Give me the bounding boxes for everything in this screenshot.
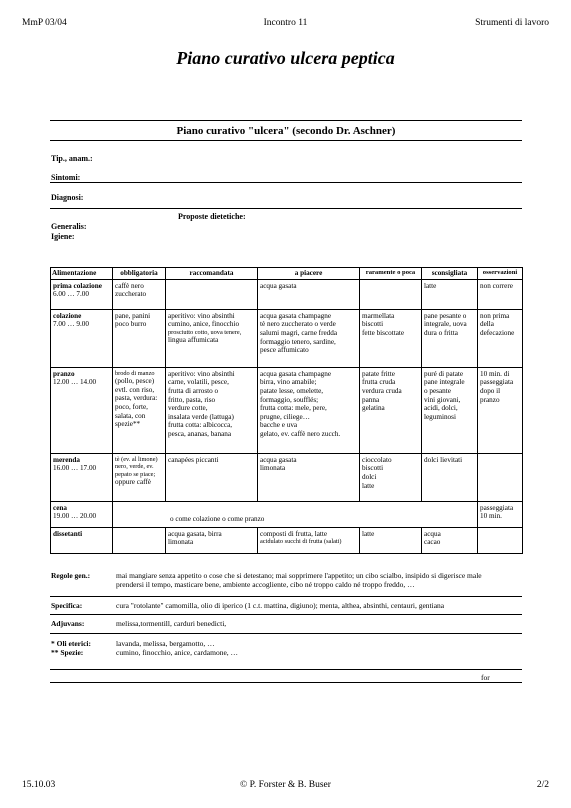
field-tip-anam: Tip., anam.:: [51, 154, 93, 163]
column-header: a piacere: [258, 268, 360, 280]
oli-line: lavanda, melissa, bergamotto, …: [116, 639, 215, 648]
cell-line: integrale, uova: [424, 320, 467, 329]
table-row: [51, 527, 523, 553]
cell-line: pane, panini: [115, 311, 151, 320]
cell-line: passeggiata: [480, 378, 514, 387]
field-igiene: Igiene:: [51, 232, 75, 241]
cell-line: (pollo, pesce): [115, 377, 155, 386]
cell-line: cioccolato: [362, 455, 392, 464]
cell-sconsigliata: [422, 279, 478, 309]
cell-line: frutta cruda: [362, 378, 396, 387]
cell-raramente: [360, 367, 422, 453]
cell-line: prugne, ciliege…: [260, 412, 310, 421]
cell-line: latte: [362, 529, 375, 538]
cell-piacere: [258, 453, 360, 501]
cell-line: acqua gasata champagne: [260, 369, 332, 378]
cell-line: marmellata: [362, 311, 395, 320]
meal-cell: [51, 367, 113, 453]
cell-raramente: [360, 309, 422, 367]
cell-line: poco burro: [115, 320, 147, 329]
cell-line: insalata verde (lattuga): [168, 412, 234, 421]
cell-line: canapées piccanti: [168, 455, 219, 464]
cell-osservazioni: [478, 453, 523, 501]
cell-piacere: [258, 309, 360, 367]
table-row: [51, 279, 523, 309]
cell-raramente: [360, 527, 422, 553]
cell-osservazioni: [478, 527, 523, 553]
meal-name: pranzo: [53, 369, 75, 378]
cell-line: dolci lievitati: [424, 455, 463, 464]
regole-text: [116, 571, 526, 590]
header-center: Incontro 11: [263, 18, 308, 28]
regole-label: Regole gen.:: [51, 571, 91, 580]
meal-cell: [51, 453, 113, 501]
cell-line: non correre: [480, 281, 513, 290]
cell-raccomandata: [166, 527, 258, 553]
oli-text: [116, 639, 526, 658]
cell-line: brodo di manzo: [115, 369, 155, 377]
table-header-row: [51, 268, 523, 280]
cell-line: limonata: [168, 538, 194, 547]
page-title: Piano curativo ulcera peptica: [176, 48, 395, 68]
cell-line: dolci: [362, 472, 377, 481]
cell-span: [113, 501, 478, 527]
cell-line: salata, con: [115, 411, 146, 420]
cell-obbligatoria: [113, 367, 166, 453]
cell-line: carne, volatili, pesce,: [168, 378, 229, 387]
cell-line: spezie**: [115, 420, 141, 429]
cell-line: tè (ev. al limone): [115, 455, 158, 463]
divider: [50, 633, 522, 634]
meal-cell: [51, 279, 113, 309]
cell-line: cumino, anice, finocchio: [168, 320, 240, 329]
cell-line: gelato, ev. caffè nero zucch.: [260, 430, 341, 439]
specifica-text: cura "rotolante" camomilla, olio di iperico (1 c.t. mattina, digiuno); menta, althea, absinthi, centauri, gentiana: [116, 601, 445, 610]
cell-line: o come colazione o come pranzo: [170, 515, 265, 523]
cell-line: zuccherato: [115, 290, 147, 299]
cell-raramente: [360, 453, 422, 501]
cell-raccomandata: [166, 309, 258, 367]
cell-line: biscotti: [362, 464, 384, 473]
cell-line: passeggiata: [480, 503, 514, 512]
cell-line: limonata: [260, 464, 286, 473]
column-header: obbligatoria: [113, 268, 166, 280]
cell-sconsigliata: [422, 367, 478, 453]
cell-line: dura o fritta: [424, 328, 458, 337]
cell-line: fritto, pasta, riso: [168, 395, 216, 404]
cell-line: pane integrale: [424, 378, 465, 387]
form-title: Piano curativo "ulcera" (secondo Dr. Aschner): [176, 125, 396, 137]
meal-name: prima colazione: [53, 281, 102, 290]
cell-line: prosciutto cotto, uova tenere,: [168, 328, 242, 336]
cell-line: o pesante: [424, 386, 451, 395]
cell-line: patate fritte: [362, 369, 395, 378]
cell-line: 10 min.: [480, 512, 502, 521]
cell-osservazioni: [478, 279, 523, 309]
header-left: MmP 03/04: [22, 18, 67, 28]
cell-line: defecazione: [480, 328, 515, 337]
cell-line: pasta, verdura:: [115, 394, 158, 403]
cell-raramente: [360, 279, 422, 309]
cell-raccomandata: [166, 367, 258, 453]
cell-line: leguminosi: [424, 412, 456, 421]
cell-line: 10 min. di: [480, 369, 510, 378]
meal-time: 7.00 … 9.00: [53, 320, 89, 329]
meal-cell: [51, 527, 113, 553]
footer-center: © P. Forster & B. Buser: [240, 780, 331, 790]
cell-raccomandata: [166, 453, 258, 501]
cell-line: acqua gasata: [260, 455, 297, 464]
cell-line: latte: [362, 481, 375, 490]
meal-time: 19.00 … 20.00: [53, 512, 97, 521]
meal-cell: [51, 501, 113, 527]
cell-obbligatoria: [113, 279, 166, 309]
regole-line: mai mangiare senza appetito o cose che si detestano; mai sopprimere l'appetito; un cibo scialbo, insipido si digerisce male: [116, 571, 482, 580]
cell-line: frutta di arrosto o: [168, 386, 219, 395]
cell-raccomandata: [166, 279, 258, 309]
divider: [50, 614, 522, 615]
divider: [50, 208, 522, 209]
cell-line: acidulato succhi di frutta (salati): [260, 538, 342, 546]
meal-name: merenda: [53, 455, 81, 464]
cell-line: acqua gasata, birra: [168, 529, 222, 538]
meal-time: 16.00 … 17.00: [53, 464, 97, 473]
adjuvans-text: melissa,tormentill, carduri benedicti,: [116, 619, 227, 628]
footer-left: 15.10.03: [22, 780, 56, 790]
cell-line: oppure caffè: [115, 478, 151, 487]
cell-piacere: [258, 367, 360, 453]
divider: [50, 669, 522, 670]
cell-line: frutta cotta: mele, pere,: [260, 404, 327, 413]
cell-sconsigliata: [422, 453, 478, 501]
cell-line: biscotti: [362, 320, 384, 329]
divider: [50, 140, 522, 141]
cell-line: composti di frutta, latte: [260, 529, 328, 538]
cell-piacere: [258, 527, 360, 553]
cell-line: vini giovani,: [424, 395, 461, 404]
cell-line: gelatina: [362, 404, 385, 413]
spezie-line: cumino, finocchio, anice, cardamone, …: [116, 648, 239, 658]
cell-line: salumi magri, carne fredda: [260, 328, 338, 337]
cell-line: evtl. con riso,: [115, 385, 155, 394]
cell-line: pesca, ananas, banana: [168, 430, 232, 439]
cell-obbligatoria: [113, 453, 166, 501]
cell-line: bacche e uva: [260, 421, 298, 430]
cell-line: acidi, dolci,: [424, 404, 458, 413]
field-sintomi: Sintomi:: [51, 173, 81, 182]
cell-line: dopo il: [480, 386, 501, 395]
divider: [50, 182, 522, 183]
table-row: [51, 501, 523, 527]
field-proposte-dietetiche: Proposte dietetiche:: [178, 212, 246, 221]
cell-sconsigliata: [422, 527, 478, 553]
column-header: Alimentazione: [51, 268, 113, 280]
cell-line: latte: [424, 281, 437, 290]
cell-obbligatoria: [113, 309, 166, 367]
cell-line: frutta cotta: albicocca,: [168, 421, 233, 430]
for-label: for: [481, 673, 490, 682]
cell-osservazioni: [478, 501, 523, 527]
table-row: [51, 309, 523, 367]
adjuvans-label: Adjuvans:: [51, 619, 85, 628]
meal-name: cena: [53, 503, 67, 512]
spezie-label: ** Spezie:: [51, 648, 84, 657]
cell-line: puré di patate: [424, 369, 464, 378]
cell-line: cacao: [424, 538, 441, 547]
column-header: osservazioni: [478, 268, 523, 280]
cell-line: pane pesante o: [424, 311, 467, 320]
table-row: [51, 367, 523, 453]
cell-line: acqua: [424, 529, 441, 538]
cell-line: pranzo: [480, 395, 500, 404]
cell-line: formaggio, soufflés;: [260, 395, 319, 404]
regole-line: prendersi il tempo, masticare bene, ambiente accogliente, cibo né troppo caldo né troppo freddo, …: [116, 580, 415, 590]
cell-line: tè nero zuccherato o verde: [260, 320, 336, 329]
field-generalis: Generalis:: [51, 222, 87, 231]
divider: [50, 682, 522, 683]
column-header: raccomandata: [166, 268, 258, 280]
cell-line: verdure cotte,: [168, 404, 208, 413]
cell-line: non prima: [480, 311, 510, 320]
cell-line: lingua affumicata: [168, 336, 219, 345]
cell-line: formaggio tenero, sardine,: [260, 337, 336, 346]
cell-line: pepato se piace;: [115, 470, 156, 478]
oli-labels: [51, 639, 91, 657]
field-diagnosi: Diagnosi:: [51, 193, 84, 202]
divider: [50, 596, 522, 597]
cell-line: patate lesse, omelette,: [260, 386, 324, 395]
header-right: Strumenti di lavoro: [475, 18, 549, 28]
meal-time: 6.00 … 7.00: [53, 290, 89, 299]
cell-sconsigliata: [422, 309, 478, 367]
cell-line: aperitivo: vino absinthi: [168, 311, 235, 320]
meal-name: colazione: [53, 311, 82, 320]
cell-line: aperitivo: vino absinthi: [168, 369, 235, 378]
cell-line: acqua gasata: [260, 281, 297, 290]
meal-time: 12.00 … 14.00: [53, 378, 97, 387]
cell-osservazioni: [478, 309, 523, 367]
oli-label: * Oli eterici:: [51, 639, 91, 648]
cell-line: panna: [362, 395, 380, 404]
diet-table: [50, 267, 523, 554]
meal-cell: [51, 309, 113, 367]
cell-line: birra, vino amabile;: [260, 378, 317, 387]
divider: [50, 120, 522, 121]
cell-line: pesce affumicato: [260, 346, 309, 355]
meal-name: dissetanti: [53, 529, 83, 538]
cell-line: acqua gasata champagne: [260, 311, 332, 320]
specifica-label: Specifica:: [51, 601, 83, 610]
footer-right: 2/2: [536, 780, 549, 790]
cell-obbligatoria: [113, 527, 166, 553]
column-header: raramente o poca: [360, 268, 422, 280]
cell-line: della: [480, 320, 494, 329]
cell-piacere: [258, 279, 360, 309]
column-header: sconsigliata: [422, 268, 478, 280]
cell-line: nero, verde, ev.: [115, 463, 154, 471]
table-row: [51, 453, 523, 501]
cell-line: fette biscottate: [362, 328, 405, 337]
cell-line: verdura cruda: [362, 386, 402, 395]
cell-line: poco, forte,: [115, 403, 148, 412]
cell-osservazioni: [478, 367, 523, 453]
cell-line: caffè nero: [115, 281, 144, 290]
